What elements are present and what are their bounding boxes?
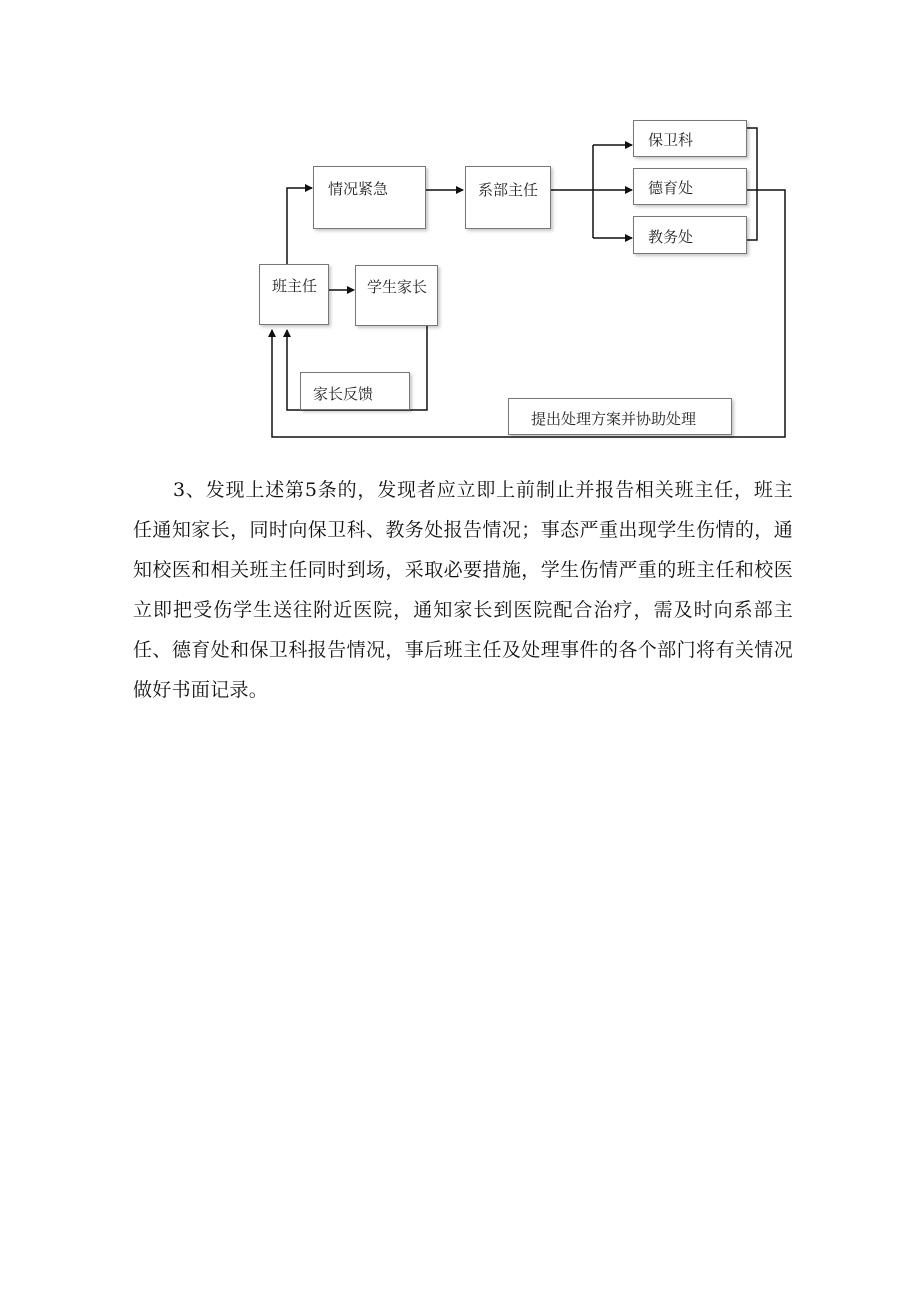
dept-bracket — [746, 128, 757, 240]
body-paragraph: 3、发现上述第5条的，发现者应立即上前制止并报告相关班主任，班主任通知家长，同时向保卫科、教务处报告情况；事态严重出现学生伤情的，通知校医和相关班主任同时到场，采取必要措施，学生伤情严重的班主任和校医立即把受伤学生送往附近医院，通知家长到医院配合治疗，需及时向系部主任、德育处和保卫科报告情况，事后班主任及处理事件的各个部门将有关情况做好书面记录。 — [133, 479, 793, 701]
arrow-banzhuren-to-jinji — [287, 188, 312, 265]
node-label: 学生家长 — [367, 278, 428, 296]
node-jiaowuchu — [633, 216, 747, 254]
node-label: 系部主任 — [478, 181, 539, 199]
node-label: 保卫科 — [648, 131, 694, 149]
node-deyuchu — [633, 168, 747, 205]
node-label: 情况紧急 — [328, 180, 389, 198]
node-label: 德育处 — [648, 179, 694, 197]
node-xuesheng-jiazhang — [355, 265, 438, 326]
node-label: 提出处理方案并协助处理 — [531, 410, 697, 428]
node-label: 班主任 — [272, 277, 318, 295]
flowchart-connectors — [0, 0, 920, 460]
node-tichu-chuli — [508, 398, 732, 435]
node-jiazhang-fankui — [300, 372, 410, 410]
node-xibu-zhuren — [465, 166, 551, 229]
node-label: 教务处 — [648, 228, 694, 246]
flowchart — [0, 0, 920, 460]
node-banzhuren — [259, 264, 329, 325]
node-label: 家长反馈 — [313, 385, 374, 403]
node-baoweike — [633, 120, 747, 157]
node-qingkuang-jinji — [313, 166, 426, 229]
